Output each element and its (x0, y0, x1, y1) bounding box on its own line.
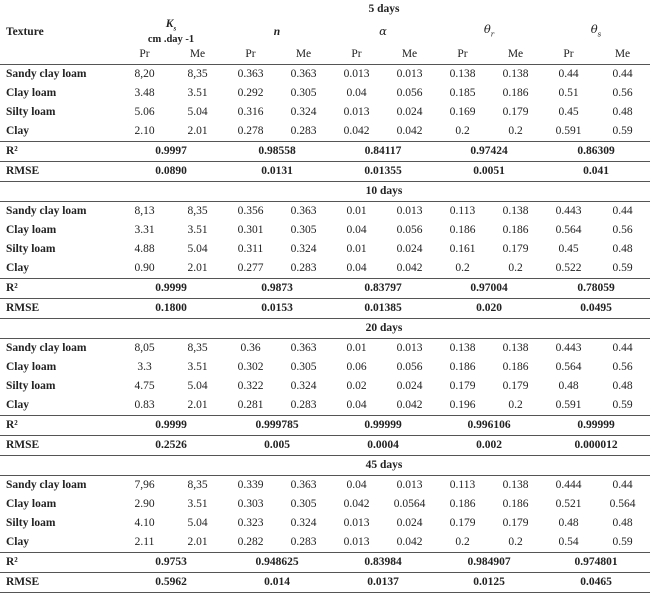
value-cell: 8,35 (171, 339, 224, 359)
me-header: Me (277, 45, 330, 65)
texture-header: Texture (6, 25, 44, 38)
rmse-value: 0.0137 (330, 573, 436, 593)
rmse-row (0, 299, 650, 319)
value-cell: 0.324 (290, 380, 317, 393)
me-header: Me (595, 45, 650, 65)
rmse-value: 0.01355 (330, 162, 436, 182)
rmse-value: 0.014 (224, 573, 330, 593)
value-cell: 0.45 (558, 243, 579, 256)
ks-header (118, 19, 224, 45)
r2-value: 0.984907 (436, 553, 542, 573)
ks-symbol: K (165, 18, 174, 30)
texture-cell: Clay (6, 536, 29, 549)
value-cell: 0.283 (290, 536, 317, 549)
value-cell: 0.54 (558, 536, 579, 549)
rmse-value: 0.0465 (542, 573, 650, 593)
rmse-value: 0.1800 (118, 299, 224, 319)
value-cell: 0.179 (502, 380, 529, 393)
value-cell: 5.04 (187, 517, 208, 530)
pr-header: Pr (542, 45, 595, 65)
texture-cell: Silty loam (6, 380, 56, 393)
value-cell: 3.51 (187, 361, 208, 374)
value-cell: 0.443 (542, 339, 595, 359)
r2-row (0, 279, 650, 299)
value-cell: 0.196 (449, 399, 476, 412)
value-cell: 0.36 (224, 339, 277, 359)
value-cell: 5.04 (187, 380, 208, 393)
value-cell: 0.179 (502, 243, 529, 256)
value-cell: 8,05 (118, 339, 171, 359)
theta-r-symbol: θ (483, 22, 491, 36)
texture-cell: Silty loam (6, 106, 56, 119)
value-cell: 0.56 (612, 361, 633, 374)
value-cell: 0.056 (396, 224, 423, 237)
value-cell: 5.04 (187, 243, 208, 256)
data-row (0, 514, 650, 533)
texture-cell: Sandy clay loam (0, 202, 118, 222)
pr-me-row (0, 45, 650, 65)
value-cell: 0.83 (134, 399, 155, 412)
value-cell: 0.521 (555, 498, 582, 511)
r2-value: 0.98558 (224, 142, 330, 162)
rmse-row (0, 162, 650, 182)
rmse-value: 0.005 (224, 436, 330, 456)
texture-cell: Clay loam (6, 361, 57, 374)
n-header (224, 19, 330, 45)
r2-value: 0.84117 (330, 142, 436, 162)
value-cell: 0.444 (542, 476, 595, 496)
value-cell: 0.042 (396, 125, 423, 138)
value-cell: 0.316 (237, 106, 264, 119)
value-cell: 0.179 (449, 380, 476, 393)
value-cell: 0.363 (277, 476, 330, 496)
data-row (0, 339, 650, 359)
value-cell: 0.161 (449, 243, 476, 256)
spacer-cell (0, 45, 118, 65)
r2-value: 0.83984 (330, 553, 436, 573)
r2-value: 0.996106 (436, 416, 542, 436)
rmse-label: RMSE (0, 299, 118, 319)
texture-cell: Clay loam (6, 224, 57, 237)
value-cell: 0.013 (343, 517, 370, 530)
texture-cell: Clay (6, 399, 29, 412)
texture-cell: Clay loam (6, 498, 57, 511)
value-cell: 0.138 (449, 68, 476, 81)
value-cell: 2.01 (187, 262, 208, 275)
value-cell: 0.02 (346, 380, 367, 393)
value-cell: 0.48 (612, 243, 633, 256)
value-cell: 0.01 (330, 202, 383, 222)
data-row (0, 103, 650, 122)
value-cell: 0.443 (542, 202, 595, 222)
value-cell: 0.138 (489, 202, 542, 222)
value-cell: 0.186 (449, 224, 476, 237)
theta-s-symbol: θ (590, 22, 598, 36)
value-cell: 0.186 (449, 498, 476, 511)
value-cell: 0.138 (489, 476, 542, 496)
value-cell: 0.48 (558, 517, 579, 530)
value-cell: 0.024 (396, 517, 423, 530)
value-cell: 0.363 (277, 202, 330, 222)
value-cell: 0.363 (237, 68, 264, 81)
value-cell: 3.51 (187, 87, 208, 100)
value-cell: 0.04 (346, 224, 367, 237)
value-cell: 0.283 (290, 125, 317, 138)
value-cell: 0.305 (290, 498, 317, 511)
alpha-header (330, 19, 436, 45)
section-title: 10 days (118, 182, 650, 202)
value-cell: 0.138 (489, 339, 542, 359)
value-cell: 0.323 (237, 517, 264, 530)
value-cell: 0.363 (277, 339, 330, 359)
r2-row (0, 142, 650, 162)
r2-value: 0.999785 (224, 416, 330, 436)
texture-cell: Sandy clay loam (0, 339, 118, 359)
value-cell: 2.01 (187, 399, 208, 412)
value-cell: 0.311 (237, 243, 264, 256)
value-cell: 0.591 (555, 399, 582, 412)
data-row (0, 396, 650, 416)
rmse-value: 0.0004 (330, 436, 436, 456)
value-cell: 5.04 (187, 106, 208, 119)
data-row (0, 122, 650, 142)
value-cell: 0.305 (290, 87, 317, 100)
rmse-value: 0.041 (542, 162, 650, 182)
data-row (0, 240, 650, 259)
section-title-row (0, 319, 650, 339)
texture-cell: Clay loam (6, 87, 57, 100)
value-cell: 0.042 (396, 262, 423, 275)
value-cell: 0.305 (290, 361, 317, 374)
data-row (0, 495, 650, 514)
rmse-value: 0.020 (436, 299, 542, 319)
value-cell: 0.302 (237, 361, 264, 374)
data-row (0, 202, 650, 222)
r2-value: 0.78059 (542, 279, 650, 299)
pr-header: Pr (436, 45, 489, 65)
value-cell: 0.024 (396, 243, 423, 256)
data-row (0, 259, 650, 279)
r2-value: 0.9999 (118, 279, 224, 299)
value-cell: 0.013 (343, 68, 370, 81)
value-cell: 0.44 (595, 339, 650, 359)
value-cell: 0.51 (558, 87, 579, 100)
value-cell: 0.48 (612, 517, 633, 530)
value-cell: 0.186 (449, 361, 476, 374)
section-title: 5 days (368, 3, 400, 15)
section-title-row (0, 456, 650, 476)
value-cell: 0.013 (343, 536, 370, 549)
value-cell: 0.186 (502, 87, 529, 100)
data-row (0, 358, 650, 377)
value-cell: 0.013 (383, 476, 436, 496)
value-cell: 0.522 (555, 262, 582, 275)
value-cell: 0.013 (383, 339, 436, 359)
value-cell: 8,35 (187, 68, 208, 81)
value-cell: 0.283 (290, 262, 317, 275)
value-cell: 2.01 (187, 536, 208, 549)
r2-value: 0.97424 (436, 142, 542, 162)
theta-r-subscript: r (490, 30, 495, 39)
rmse-value: 0.01385 (330, 299, 436, 319)
value-cell: 0.59 (612, 399, 633, 412)
texture-cell: Silty loam (6, 243, 56, 256)
data-row (0, 377, 650, 396)
value-cell: 0.01 (346, 243, 367, 256)
value-cell: 0.2 (508, 399, 523, 412)
value-cell: 0.56 (612, 87, 633, 100)
r2-value: 0.97004 (436, 279, 542, 299)
rmse-row (0, 573, 650, 593)
r2-label: R² (0, 553, 118, 573)
value-cell: 0.042 (396, 536, 423, 549)
value-cell: 0.278 (237, 125, 264, 138)
pr-header: Pr (118, 45, 171, 65)
value-cell: 0.292 (237, 87, 264, 100)
value-cell: 0.303 (237, 498, 264, 511)
ks-subscript: s (173, 24, 177, 33)
value-cell: 0.2 (508, 125, 523, 138)
ks-unit: cm .day -1 (147, 34, 195, 46)
spacer-cell (0, 319, 118, 339)
value-cell: 0.59 (612, 125, 633, 138)
r2-value: 0.9873 (224, 279, 330, 299)
value-cell: 0.013 (396, 68, 423, 81)
r2-value: 0.9753 (118, 553, 224, 573)
rmse-value: 0.0131 (224, 162, 330, 182)
header-row (0, 19, 650, 45)
value-cell: 0.04 (330, 476, 383, 496)
value-cell: 0.2 (455, 536, 470, 549)
theta-s-subscript: s (597, 30, 602, 39)
value-cell: 4.88 (134, 243, 155, 256)
rmse-row (0, 436, 650, 456)
value-cell: 4.75 (134, 380, 155, 393)
value-cell: 0.564 (555, 224, 582, 237)
value-cell: 0.2 (455, 125, 470, 138)
value-cell: 0.324 (290, 106, 317, 119)
value-cell: 0.186 (502, 224, 529, 237)
value-cell: 0.324 (290, 517, 317, 530)
r2-value: 0.9997 (118, 142, 224, 162)
value-cell: 3.48 (134, 87, 155, 100)
spacer-cell (0, 182, 118, 202)
rmse-label: RMSE (0, 573, 118, 593)
value-cell: 0.2 (508, 536, 523, 549)
value-cell: 0.44 (595, 202, 650, 222)
rmse-value: 0.0125 (436, 573, 542, 593)
r2-value: 0.9999 (118, 416, 224, 436)
value-cell: 0.179 (449, 517, 476, 530)
value-cell: 8,13 (118, 202, 171, 222)
value-cell: 0.48 (558, 380, 579, 393)
pr-header: Pr (224, 45, 277, 65)
value-cell: 0.591 (555, 125, 582, 138)
value-cell: 0.013 (343, 106, 370, 119)
value-cell: 0.2 (508, 262, 523, 275)
value-cell: 3.31 (134, 224, 155, 237)
rmse-value: 0.0051 (436, 162, 542, 182)
value-cell: 0.301 (237, 224, 264, 237)
value-cell: 3.51 (187, 224, 208, 237)
value-cell: 0.186 (502, 498, 529, 511)
value-cell: 0.042 (396, 399, 423, 412)
rmse-value: 0.5962 (118, 573, 224, 593)
spacer-cell (0, 0, 118, 19)
value-cell: 3.51 (187, 498, 208, 511)
value-cell: 0.179 (502, 517, 529, 530)
value-cell: 0.2 (455, 262, 470, 275)
r2-value: 0.99999 (542, 416, 650, 436)
rmse-value: 0.0890 (118, 162, 224, 182)
value-cell: 0.056 (396, 87, 423, 100)
section-title: 45 days (118, 456, 650, 476)
r2-value: 0.948625 (224, 553, 330, 573)
value-cell: 0.186 (502, 361, 529, 374)
section-title-row (0, 0, 650, 19)
value-cell: 0.283 (290, 399, 317, 412)
value-cell: 3.3 (137, 361, 152, 374)
rmse-value: 0.2526 (118, 436, 224, 456)
value-cell: 0.113 (436, 202, 489, 222)
value-cell: 0.282 (237, 536, 264, 549)
value-cell: 0.042 (343, 498, 370, 511)
texture-cell: Silty loam (6, 517, 56, 530)
r2-row (0, 553, 650, 573)
r2-value: 0.974801 (542, 553, 650, 573)
value-cell: 0.44 (558, 68, 579, 81)
value-cell: 0.013 (383, 202, 436, 222)
value-cell: 0.06 (346, 361, 367, 374)
theta-r-header (436, 19, 542, 45)
value-cell: 0.339 (224, 476, 277, 496)
value-cell: 2.11 (134, 536, 155, 549)
rmse-label: RMSE (0, 436, 118, 456)
data-row (0, 533, 650, 553)
value-cell: 8,35 (171, 476, 224, 496)
rmse-value: 0.002 (436, 436, 542, 456)
value-cell: 2.01 (187, 125, 208, 138)
r2-label: R² (0, 279, 118, 299)
texture-cell: Sandy clay loam (0, 476, 118, 496)
value-cell: 0.56 (612, 224, 633, 237)
value-cell: 5.06 (134, 106, 155, 119)
me-header: Me (383, 45, 436, 65)
value-cell: 4.10 (134, 517, 155, 530)
spacer-cell (0, 456, 118, 476)
data-row (0, 65, 650, 85)
value-cell: 2.90 (134, 498, 155, 511)
r2-value: 0.86309 (542, 142, 650, 162)
value-cell: 0.04 (346, 87, 367, 100)
value-cell: 0.024 (396, 380, 423, 393)
texture-cell: Clay (6, 125, 29, 138)
rmse-label: RMSE (0, 162, 118, 182)
value-cell: 0.169 (449, 106, 476, 119)
value-cell: 0.564 (609, 498, 636, 511)
value-cell: 0.277 (237, 262, 264, 275)
theta-s-header (542, 19, 650, 45)
r2-label: R² (0, 142, 118, 162)
me-header: Me (171, 45, 224, 65)
r2-row (0, 416, 650, 436)
value-cell: 0.44 (612, 68, 633, 81)
alpha-symbol: α (379, 24, 387, 39)
r2-value: 0.99999 (330, 416, 436, 436)
value-cell: 8,35 (171, 202, 224, 222)
value-cell: 7,96 (118, 476, 171, 496)
value-cell: 0.59 (612, 536, 633, 549)
value-cell: 0.0564 (393, 498, 426, 511)
pr-header: Pr (330, 45, 383, 65)
value-cell: 0.113 (436, 476, 489, 496)
value-cell: 0.04 (346, 399, 367, 412)
value-cell: 0.324 (290, 243, 317, 256)
value-cell: 0.185 (449, 87, 476, 100)
rmse-value: 0.000012 (542, 436, 650, 456)
me-header: Me (489, 45, 542, 65)
r2-value: 0.83797 (330, 279, 436, 299)
value-cell: 0.305 (290, 224, 317, 237)
texture-cell: Clay (6, 262, 29, 275)
value-cell: 0.90 (134, 262, 155, 275)
value-cell: 0.179 (502, 106, 529, 119)
value-cell: 0.59 (612, 262, 633, 275)
value-cell: 2.10 (134, 125, 155, 138)
value-cell: 0.48 (612, 380, 633, 393)
data-row (0, 221, 650, 240)
value-cell: 0.042 (343, 125, 370, 138)
value-cell: 0.138 (502, 68, 529, 81)
value-cell: 0.01 (330, 339, 383, 359)
rmse-value: 0.0153 (224, 299, 330, 319)
value-cell: 0.138 (436, 339, 489, 359)
value-cell: 0.45 (558, 106, 579, 119)
value-cell: 0.322 (237, 380, 264, 393)
value-cell: 0.363 (290, 68, 317, 81)
data-row (0, 84, 650, 103)
value-cell: 8,20 (134, 68, 155, 81)
section-title-row (0, 182, 650, 202)
value-cell: 0.04 (346, 262, 367, 275)
value-cell: 0.024 (396, 106, 423, 119)
data-row (0, 476, 650, 496)
value-cell: 0.564 (555, 361, 582, 374)
value-cell: 0.44 (595, 476, 650, 496)
value-cell: 0.48 (612, 106, 633, 119)
n-symbol: n (273, 25, 281, 38)
section-title: 20 days (118, 319, 650, 339)
value-cell: 0.281 (237, 399, 264, 412)
texture-cell: Sandy clay loam (6, 68, 87, 81)
rmse-value: 0.0495 (542, 299, 650, 319)
value-cell: 0.356 (224, 202, 277, 222)
r2-label: R² (0, 416, 118, 436)
value-cell: 0.056 (396, 361, 423, 374)
